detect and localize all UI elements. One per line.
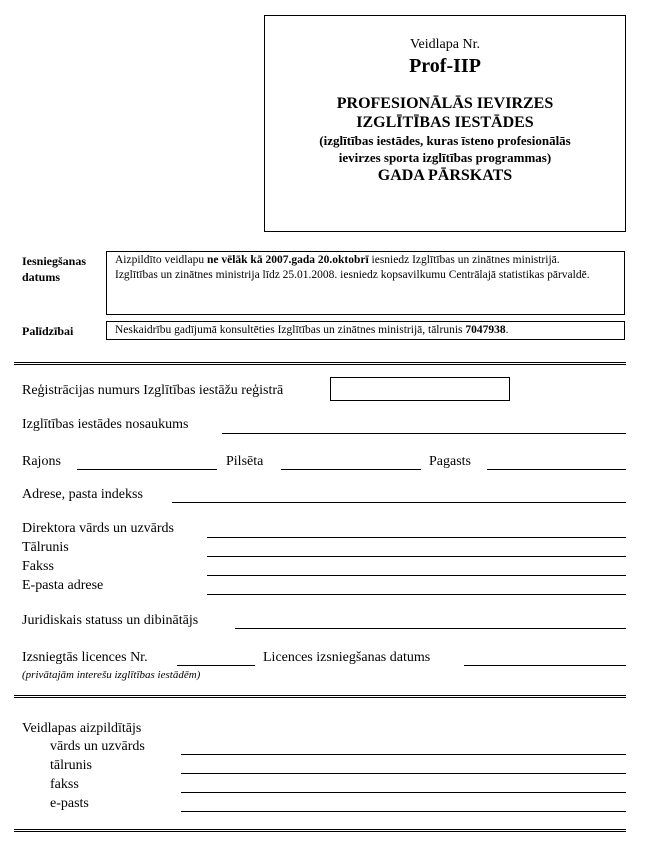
help-info-box <box>106 321 625 340</box>
submission-label-line2: datums <box>22 270 61 284</box>
phone-label: Tālrunis <box>22 540 69 555</box>
city-field[interactable] <box>281 469 421 470</box>
licence-number-label: Izsniegtās licences Nr. <box>22 650 148 665</box>
district-label: Rajons <box>22 454 61 469</box>
director-label: Direktora vārds un uzvārds <box>22 521 175 536</box>
submission-text-c: iesniedz Izglītības un zinātnes ministrijā. <box>368 254 560 266</box>
help-text: Neskaidrību gadījumā konsultēties Izglītības un zinātnes ministrijā, tālrunis <box>115 324 466 336</box>
licence-date-label: Licences izsniegšanas datums <box>263 650 431 665</box>
parish-label: Pagasts <box>429 454 471 469</box>
form-code: Prof-IIP <box>409 55 481 77</box>
phone-field[interactable] <box>207 556 626 557</box>
form-header-box <box>264 15 626 232</box>
filler-name-label: vārds un uzvārds <box>50 739 145 754</box>
form-subtitle-line1: (izglītības iestādes, kuras īsteno profesionālās <box>319 133 571 148</box>
email-field[interactable] <box>207 594 626 595</box>
institution-name-label: Izglītības iestādes nosaukums <box>22 417 189 432</box>
city-label: Pilsēta <box>226 454 264 469</box>
filler-name-field[interactable] <box>181 754 626 755</box>
submission-text-a: Aizpildīto veidlapu <box>115 254 207 266</box>
address-label: Adrese, pasta indekss <box>22 487 143 502</box>
filler-fax-field[interactable] <box>181 792 626 793</box>
help-phone: 7047938 <box>465 324 506 336</box>
email-label: E-pasta adrese <box>22 578 104 593</box>
section-divider <box>14 695 626 698</box>
director-field[interactable] <box>207 537 626 538</box>
filler-email-label: e-pasts <box>50 796 89 811</box>
form-label: Veidlapa Nr. <box>410 37 480 52</box>
section-divider <box>14 829 626 832</box>
legal-status-label: Juridiskais statuss un dibinātājs <box>22 613 199 628</box>
licence-note: (privātajām interešu izglītības iestādēm) <box>22 669 201 681</box>
submission-label-line1: Iesniegšanas <box>22 254 87 268</box>
filler-phone-field[interactable] <box>181 773 626 774</box>
submission-info-box <box>106 251 625 315</box>
district-field[interactable] <box>77 469 217 470</box>
submission-deadline: ne vēlāk kā 2007.gada 20.oktobrī <box>206 254 369 266</box>
address-field[interactable] <box>172 502 626 503</box>
filler-phone-label: tālrunis <box>50 758 92 773</box>
form-subtitle-line2: ievirzes sporta izglītības programmas) <box>338 150 552 165</box>
section-divider <box>14 362 626 365</box>
help-text-end: . <box>505 324 509 336</box>
submission-text-d: Izglītības un zinātnes ministrija līdz 25.01.2008. iesniedz kopsavilkumu Centrālajā statistikas pārvaldē. <box>115 268 590 281</box>
help-label: Palīdzībai <box>22 324 74 338</box>
institution-name-field[interactable] <box>222 433 626 434</box>
form-title-line1: PROFESIONĀLĀS IEVIRZES <box>336 95 554 112</box>
licence-date-field[interactable] <box>464 665 626 666</box>
form-title-line2: IZGLĪTĪBAS IESTĀDES <box>356 114 534 131</box>
form-title-line3: GADA PĀRSKATS <box>377 167 513 184</box>
filler-heading: Veidlapas aizpildītājs <box>22 721 142 736</box>
fax-field[interactable] <box>207 575 626 576</box>
fax-label: Fakss <box>22 559 54 574</box>
registration-number-input[interactable] <box>330 377 510 401</box>
filler-fax-label: fakss <box>50 777 79 792</box>
filler-email-field[interactable] <box>181 811 626 812</box>
submission-label <box>22 253 86 285</box>
parish-field[interactable] <box>487 469 626 470</box>
legal-status-field[interactable] <box>235 628 626 629</box>
registration-label: Reģistrācijas numurs Izglītības iestāžu reģistrā <box>22 383 284 398</box>
licence-number-field[interactable] <box>177 665 255 666</box>
